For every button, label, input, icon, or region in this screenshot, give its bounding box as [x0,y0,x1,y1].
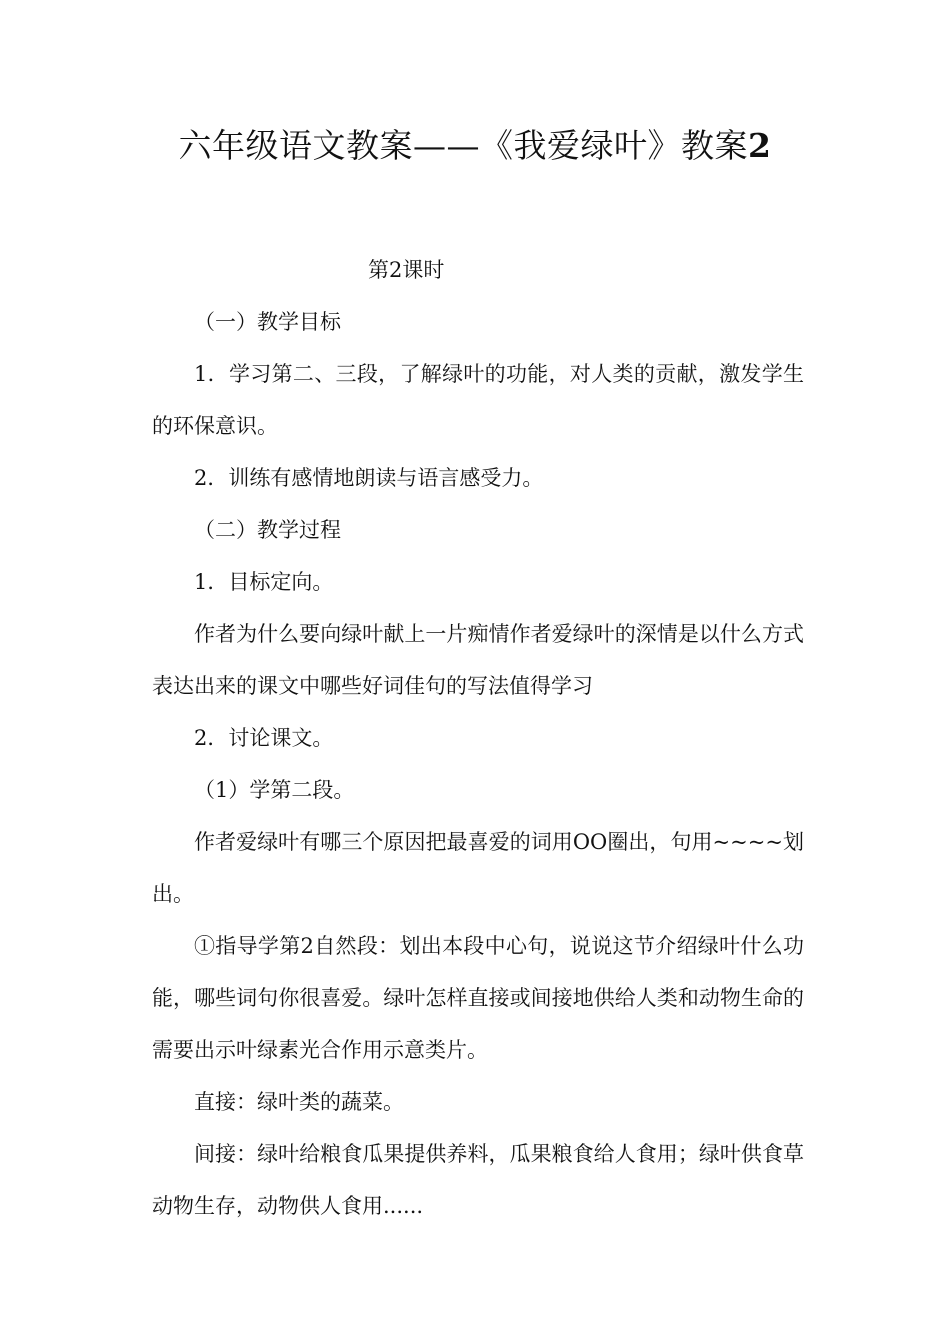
paragraph-reasons: 作者爱绿叶有哪三个原因把最喜爱的词用OO圈出，句用~~~~划出。 [152,830,804,906]
paragraph-sub-1: （1）学第二段。 [194,778,355,802]
paragraph-guide: ①指导学第2自然段：划出本段中心句，说说这节介绍绿叶什么功能，哪些词句你很喜爱。绿叶怎样直接或间接地供给人类和动物生命的需要出示叶绿素光合作用示意类片。 [152,934,804,1062]
paragraph-goal-1: 1．学习第二、三段，了解绿叶的功能，对人类的贡献，激发学生的环保意识。 [152,362,804,438]
paragraph-questions: 作者为什么要向绿叶献上一片痴情作者爱绿叶的深情是以什么方式表达出来的课文中哪些好词佳句的写法值得学习 [152,622,804,698]
paragraph-direct: 直接：绿叶类的蔬菜。 [194,1090,404,1114]
lesson-subtitle: 第2课时 [368,258,445,282]
paragraph-step-2: 2．讨论课文。 [194,726,334,750]
document-body [152,244,804,1232]
document-title [0,120,950,172]
section-heading-goals: （一）教学目标 [194,310,341,334]
paragraph-step-1: 1．目标定向。 [194,570,334,594]
title-main-text: 六年级语文教案——《我爱绿叶》教案 [178,126,749,165]
paragraph-goal-2: 2．训练有感情地朗读与语言感受力。 [194,466,544,490]
paragraph-indirect: 间接：绿叶给粮食瓜果提供养料，瓜果粮食给人食用；绿叶供食草动物生存，动物供人食用...... [152,1142,804,1218]
title-number: 2 [748,126,772,165]
section-heading-process: （二）教学过程 [194,518,341,542]
